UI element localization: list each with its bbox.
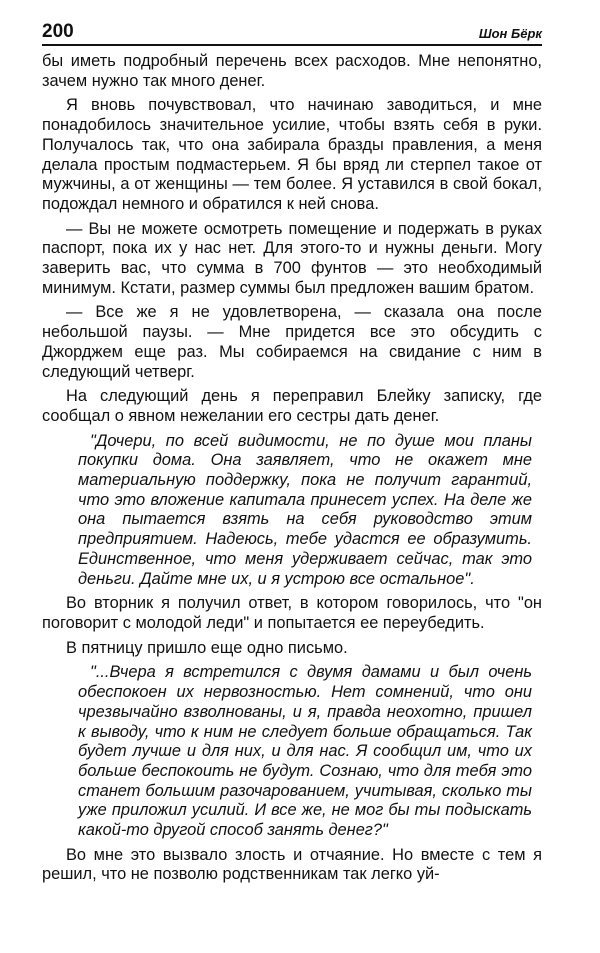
paragraph: На следующий день я переправил Блейку записку, где сообщал о явном нежелании его сестры дать денег. [42, 387, 542, 425]
paragraph: — Вы не можете осмотреть помещение и подержать в руках паспорт, пока их у нас нет. Для этого-то и нужны деньги. Могу заверить вас, что сумма в 700 фунтов — это необходимый минимум. Кстати, размер суммы был предложен вашим братом. [42, 219, 542, 297]
paragraph: В пятницу пришло еще одно письмо. [66, 638, 348, 657]
paragraph: бы иметь подробный перечень всех расходов. Мне непонятно, зачем нужно так много денег. [42, 52, 542, 90]
letter-quote: "Дочери, по всей видимости, не по душе мои планы покупки дома. Она заявляет, что не окажет мне материальную поддержку, пока не получит гарантий, что это вложение капитала принесет успех. На деле же она пытается взять на себя руководство этим предприятием. Надеюсь, тебе удастся ее образумить. Единственное, что меня удерживает сейчас, так это деньги. Дайте мне их, и я устрою все остальное". [78, 431, 532, 588]
page-body [42, 52, 542, 885]
paragraph: Во вторник я получил ответ, в котором говорилось, что "он поговорит с молодой леди" и попытается ее переубедить. [42, 594, 542, 632]
page-header [42, 20, 542, 46]
paragraph: — Все же я не удовлетворена, — сказала она после небольшой паузы. — Мне придется все это обсудить с Джорджем еще раз. Мы собираемся на свидание с ним в следующий четверг. [42, 303, 542, 381]
paragraph: Я вновь почувствовал, что начинаю заводиться, и мне понадобилось значительное усилие, чтобы взять себя в руки. Получалось так, что она забирала бразды правления, а меня делала простым подмастерьем. Я бы вряд ли стерпел такое от мужчины, а от женщины — тем более. Я уставился в свой бокал, подождал немного и обратился к ней снова. [42, 96, 542, 213]
paragraph: Во мне это вызвало злость и отчаяние. Но вместе с тем я решил, что не позволю родственникам так легко уй- [42, 845, 542, 884]
page-number: 200 [42, 21, 74, 42]
book-page [42, 20, 542, 890]
running-title: Шон Бёрк [478, 26, 542, 41]
letter-quote: "...Вчера я встретился с двумя дамами и был очень обеспокоен их нервозностью. Нет сомнений, что они чрезвычайно взволнованы, и я, правда неохотно, пришел к выводу, что к ним не следует больше обращаться. Так будет лучше и для них, и для нас. Я сообщил им, что их больше беспокоить не будут. Сознаю, что для тебя это станет большим разочарованием, учитывая, сколько ты уже приложил усилий. И все же, не мог бы ты подыскать какой-то другой способ занять денег?" [78, 663, 532, 840]
